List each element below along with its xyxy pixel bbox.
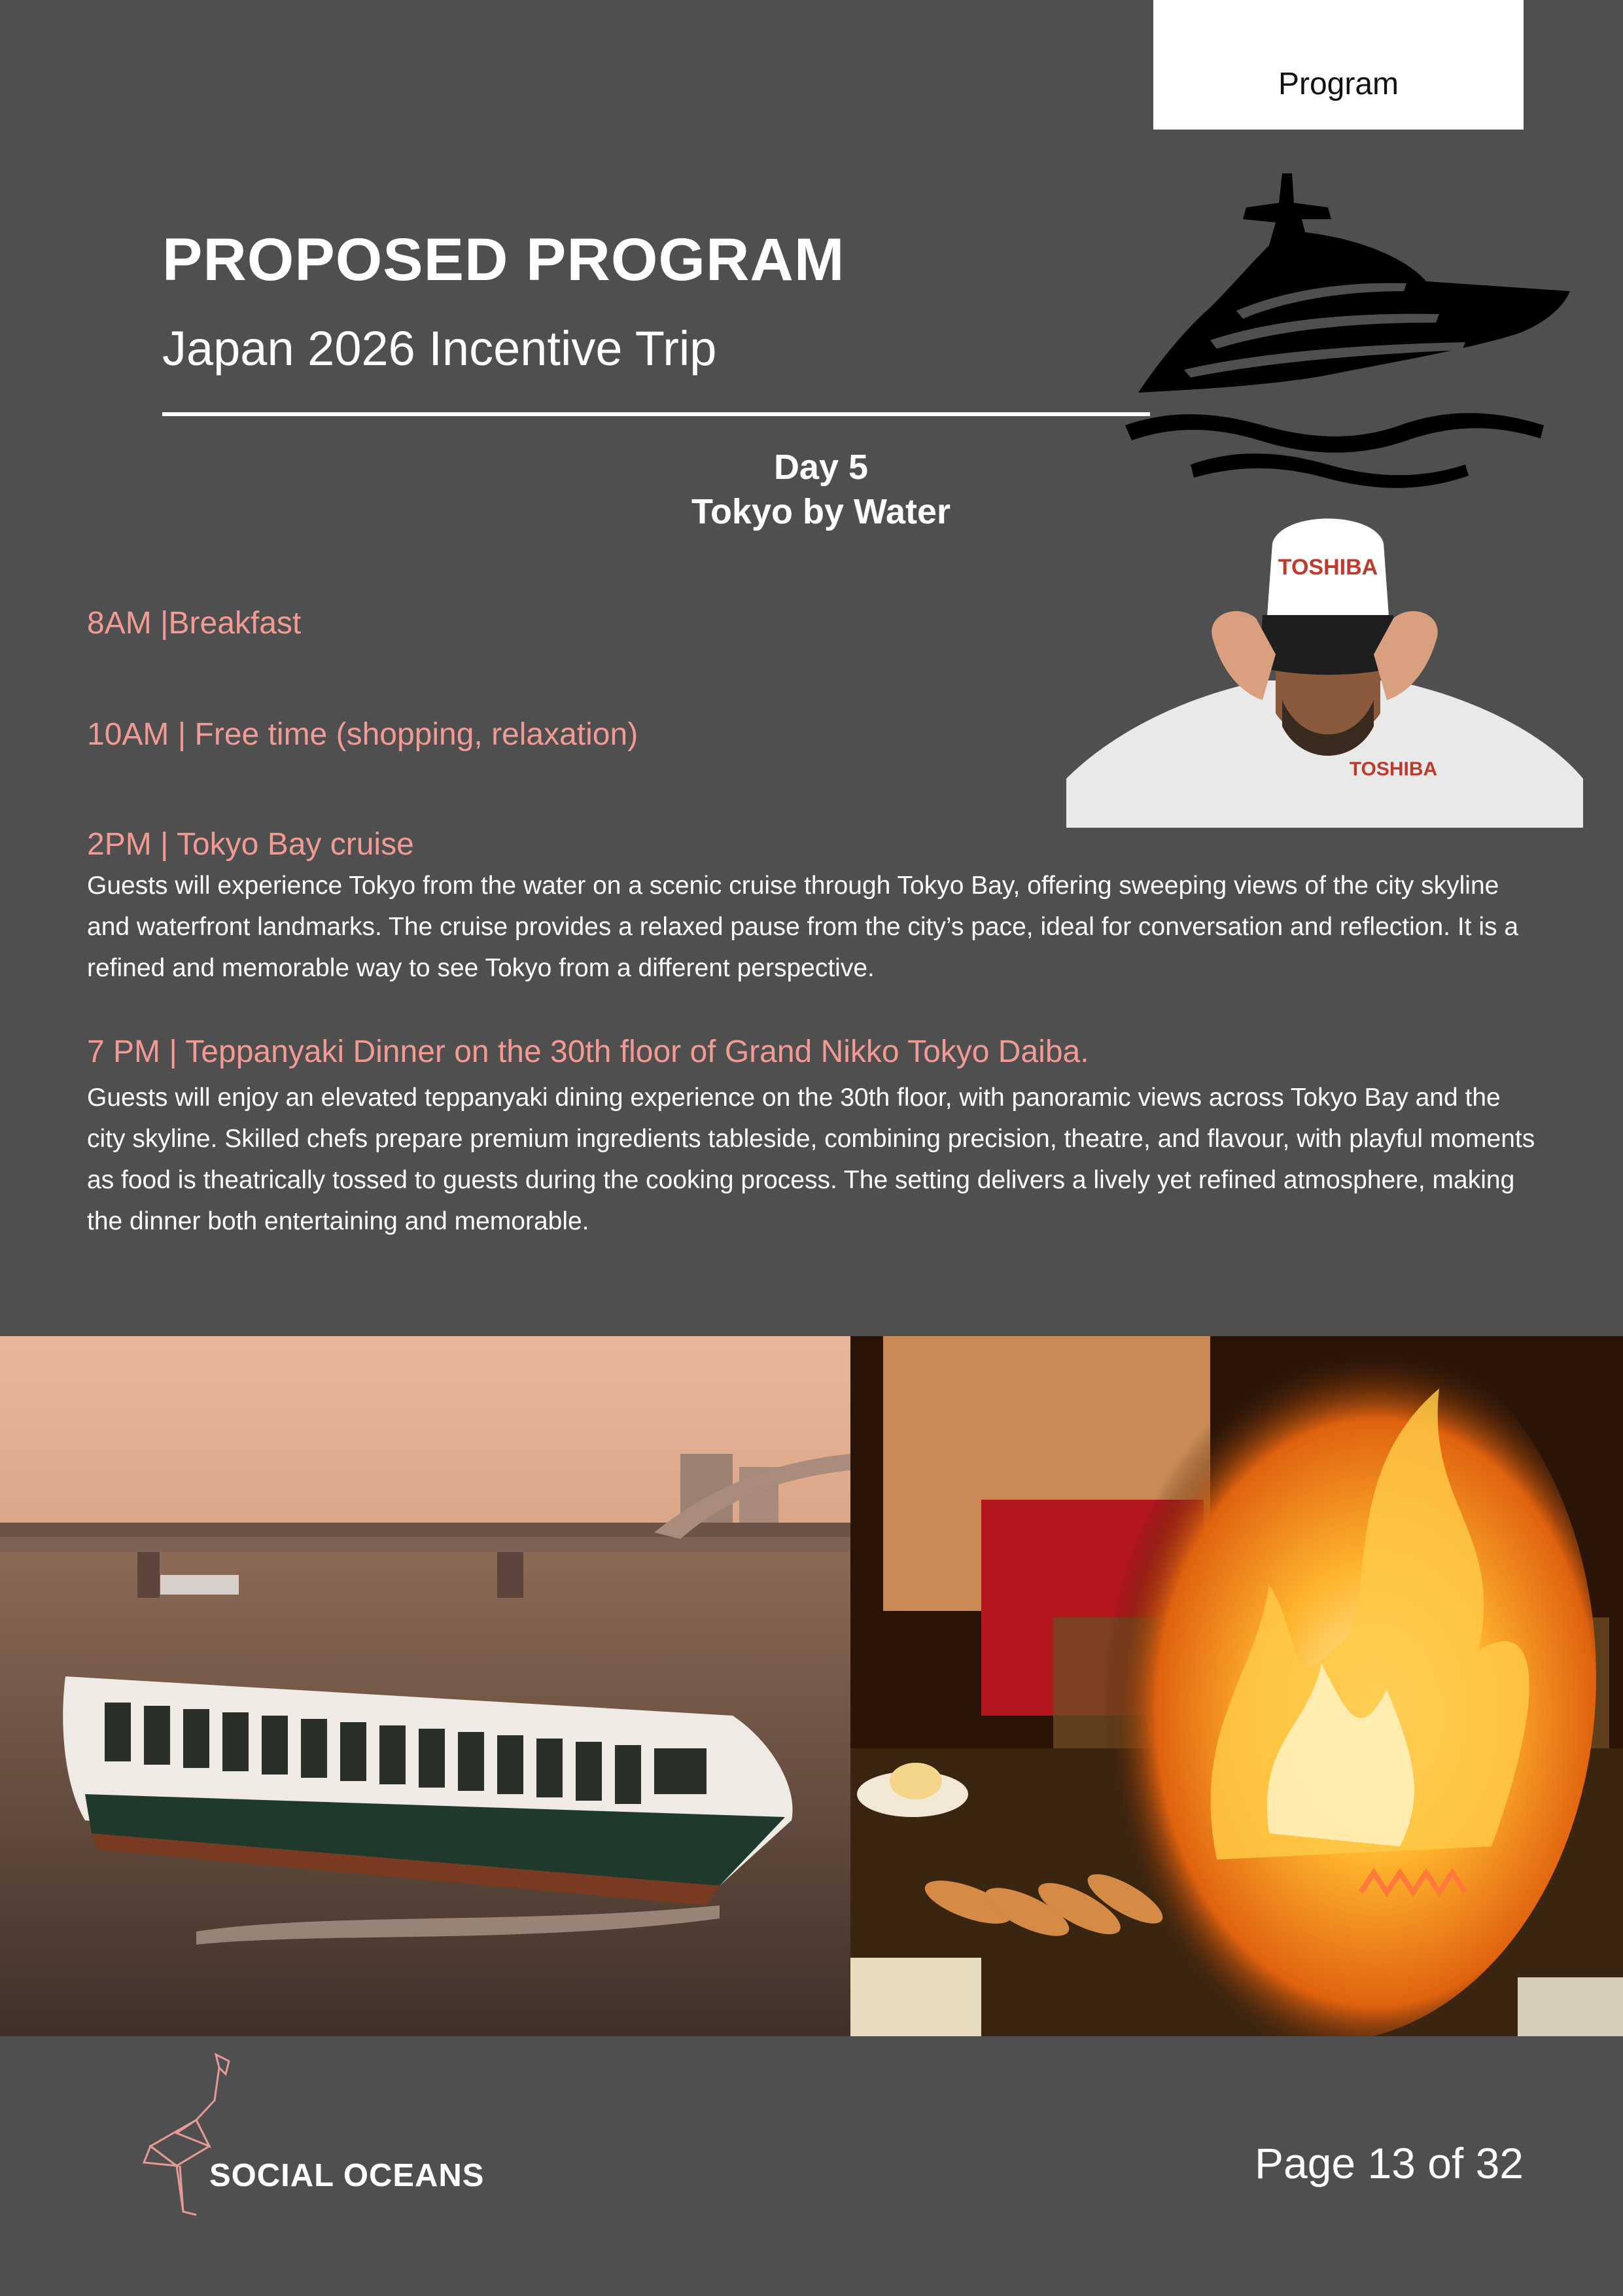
section-tab: [1153, 0, 1524, 130]
section-tab-label: Program: [1278, 67, 1399, 101]
day-heading: [589, 445, 1053, 534]
schedule-item-dinner-description: Guests will enjoy an elevated teppanyaki dining experience on the 30th floor, with panoramic views across Tokyo Bay and the city skyline. Skilled chefs prepare premium ingredients tableside, combining precision, theatre, and flavour, with playful moments as food is theatrically tossed to guests during the cooking process. The setting delivers a lively yet refined atmosphere, making the dinner both entertaining and memorable.: [87, 1084, 1535, 1235]
schedule-item-cruise-description: Guests will experience Tokyo from the water on a scenic cruise through Tokyo Bay, offering sweeping views of the city skyline and waterfront landmarks. The cruise provides a relaxed pause from the city’s pace, ideal for conversation and reflection. It is a refined and memorable way to see Tokyo from a different perspective.: [87, 872, 1519, 982]
teppanyaki-photo: [850, 1336, 1623, 2036]
brand-name: SOCIAL OCEANS: [209, 2158, 485, 2193]
schedule-item-free-time: 10AM | Free time (shopping, relaxation): [87, 717, 638, 752]
schedule-item-dinner: 7 PM | Teppanyaki Dinner on the 30th floor of Grand Nikko Tokyo Daiba.: [87, 1034, 1089, 1069]
page-subtitle: Japan 2026 Incentive Trip: [162, 321, 717, 376]
title-divider: [162, 412, 1150, 416]
cruise-boat-photo: [0, 1336, 850, 2036]
yacht-icon: [1112, 167, 1583, 507]
cap-logo: TOSHIBA: [1278, 555, 1378, 580]
day-theme: Tokyo by Water: [691, 492, 951, 531]
shirt-logo: TOSHIBA: [1349, 758, 1438, 780]
page-title: PROPOSED PROGRAM: [162, 226, 845, 293]
schedule-item-breakfast: 8AM |Breakfast: [87, 606, 302, 641]
person-illustration: [1066, 504, 1583, 828]
schedule-item-cruise: 2PM | Tokyo Bay cruise: [87, 827, 414, 862]
person-photo: [1066, 504, 1583, 828]
day-number: Day 5: [773, 448, 869, 487]
page-number: Page 13 of 32: [1254, 2139, 1524, 2187]
